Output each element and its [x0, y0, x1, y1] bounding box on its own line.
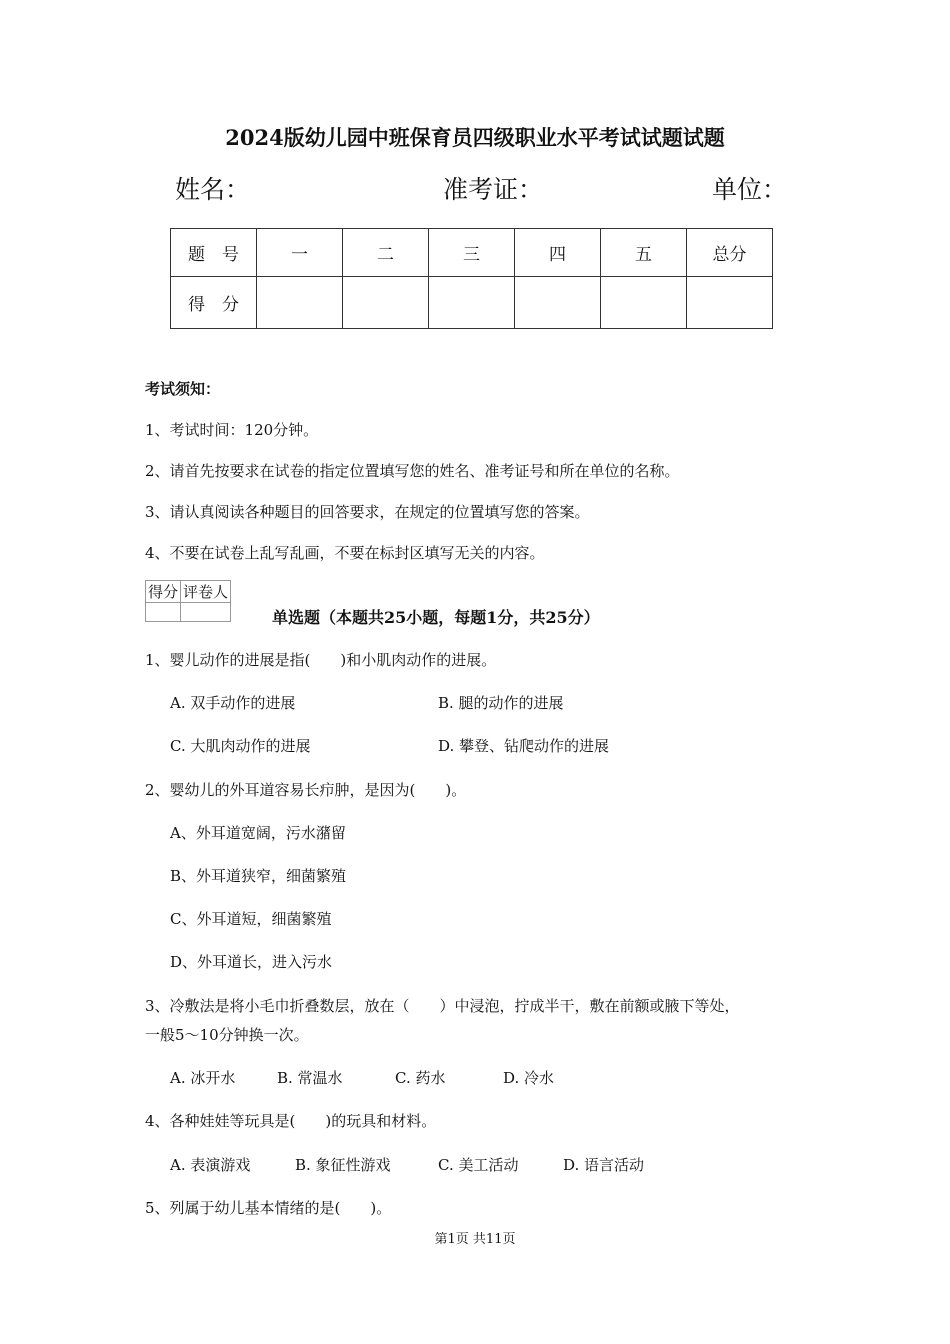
- option: C. 大肌肉动作的进展: [170, 737, 311, 755]
- name-label: 姓名：: [175, 175, 251, 204]
- question-stem: 4、各种娃娃等玩具是( )的玩具和材料。: [145, 1112, 437, 1130]
- unit-label: 单位：: [712, 175, 788, 204]
- notice-item: 1、考试时间：120分钟。: [145, 421, 319, 439]
- option: A. 表演游戏: [170, 1156, 251, 1174]
- score-cell-label: 题 号: [171, 229, 257, 277]
- option: A. 双手动作的进展: [170, 694, 296, 712]
- score-table-header-row: [171, 229, 773, 277]
- grader-reviewer-blank[interactable]: [181, 603, 231, 622]
- option: A、外耳道宽阔，污水潴留: [170, 824, 346, 842]
- question-stem: 2、婴幼儿的外耳道容易长疖肿，是因为( )。: [145, 781, 467, 799]
- score-cell-label: 得 分: [171, 277, 257, 329]
- question-stem: 1、婴儿动作的进展是指( )和小肌肉动作的进展。: [145, 651, 497, 669]
- score-cell-blank[interactable]: [687, 277, 773, 329]
- score-cell-blank[interactable]: [601, 277, 687, 329]
- score-cell-blank[interactable]: [343, 277, 429, 329]
- score-table: [170, 228, 773, 329]
- section-title: 单选题（本题共25小题，每题1分，共25分）: [272, 608, 600, 627]
- question-stem-continued: 一般5～10分钟换一次。: [145, 1026, 309, 1044]
- option: B. 常温水: [277, 1069, 343, 1087]
- option: D. 攀登、钻爬动作的进展: [438, 737, 610, 755]
- exam-title: 2024版幼儿园中班保育员四级职业水平考试试题试题: [225, 125, 725, 150]
- score-cell-header: 三: [429, 229, 515, 277]
- notice-item: 4、不要在试卷上乱写乱画，不要在标封区填写无关的内容。: [145, 544, 545, 562]
- score-table-score-row: [171, 277, 773, 329]
- option: C. 药水: [395, 1069, 446, 1087]
- option: B. 腿的动作的进展: [438, 694, 564, 712]
- grader-score-label: 得分: [146, 581, 181, 603]
- exam-id-label: 准考证：: [443, 175, 544, 204]
- score-cell-blank[interactable]: [429, 277, 515, 329]
- option: C、外耳道短，细菌繁殖: [170, 910, 332, 928]
- question-stem: 5、列属于幼儿基本情绪的是( )。: [145, 1199, 392, 1217]
- option: B、外耳道狭窄，细菌繁殖: [170, 867, 347, 885]
- score-cell-blank[interactable]: [515, 277, 601, 329]
- page-footer: 第1页 共11页: [434, 1232, 516, 1247]
- option: B. 象征性游戏: [295, 1156, 391, 1174]
- score-cell-header: 二: [343, 229, 429, 277]
- grader-score-blank[interactable]: [146, 603, 181, 622]
- question-stem: 3、冷敷法是将小毛巾折叠数层，放在（ ）中浸泡，拧成半干，敷在前额或腋下等处，: [145, 997, 740, 1015]
- notice-item: 2、请首先按要求在试卷的指定位置填写您的姓名、准考证号和所在单位的名称。: [145, 462, 680, 480]
- grader-box: [145, 580, 231, 622]
- score-cell-header: 五: [601, 229, 687, 277]
- score-cell-header: 总分: [687, 229, 773, 277]
- option: D. 语言活动: [563, 1156, 645, 1174]
- notice-title: 考试须知：: [145, 380, 221, 398]
- option: A. 冰开水: [170, 1069, 236, 1087]
- option: D、外耳道长，进入污水: [170, 953, 333, 971]
- option: D. 冷水: [503, 1069, 555, 1087]
- notice-item: 3、请认真阅读各种题目的回答要求，在规定的位置填写您的答案。: [145, 503, 590, 521]
- score-cell-header: 四: [515, 229, 601, 277]
- option: C. 美工活动: [438, 1156, 519, 1174]
- grader-reviewer-label: 评卷人: [181, 581, 231, 603]
- score-cell-blank[interactable]: [257, 277, 343, 329]
- score-cell-header: 一: [257, 229, 343, 277]
